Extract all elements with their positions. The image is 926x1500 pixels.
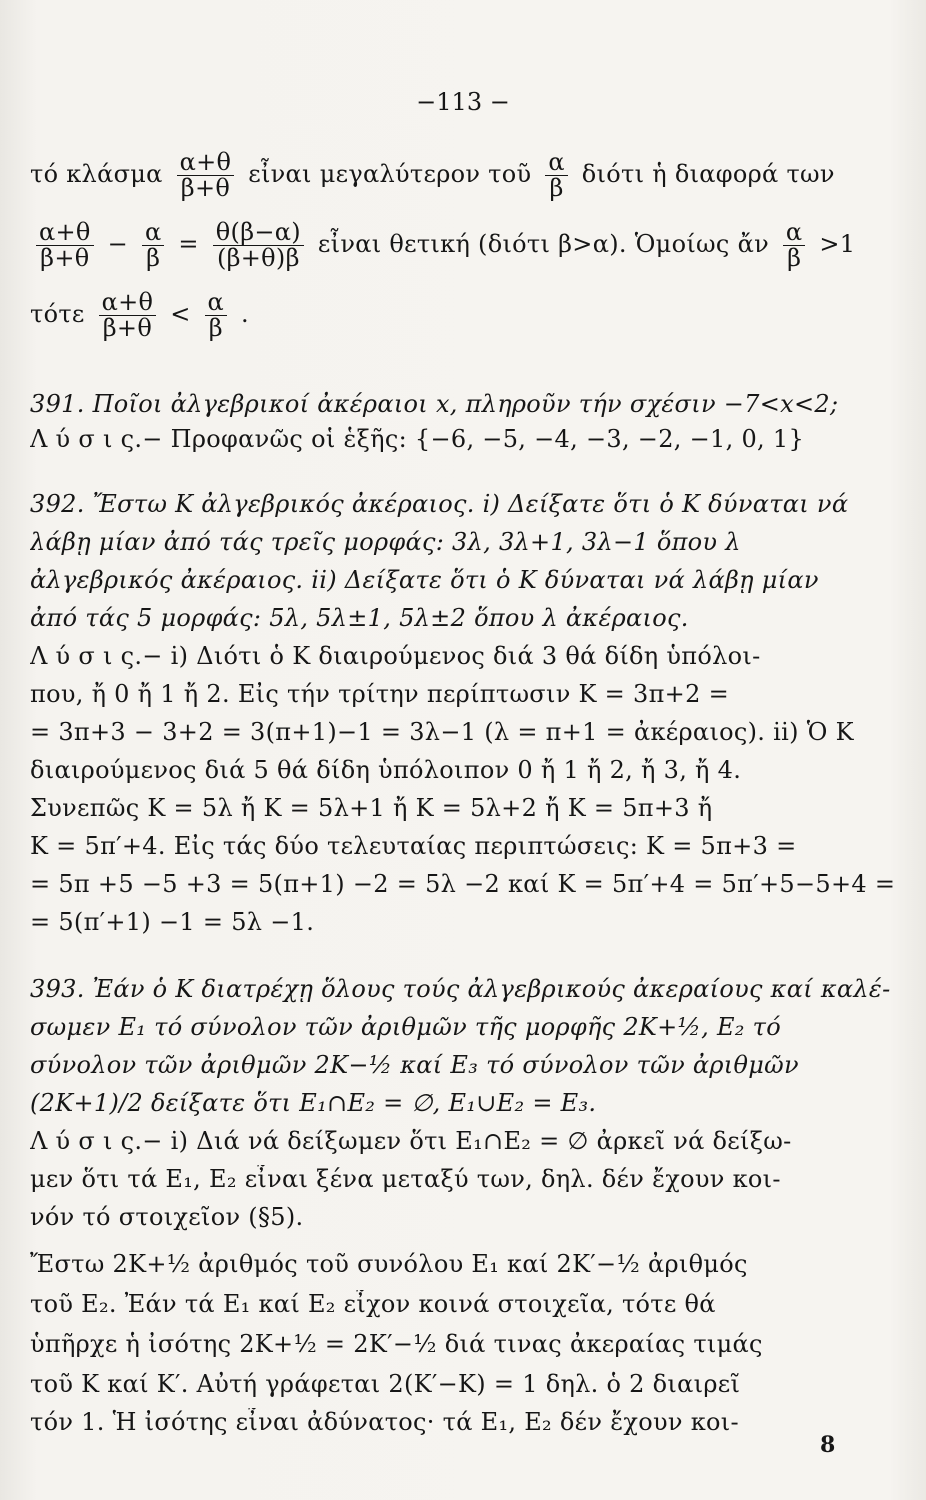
numerator: α [783, 220, 806, 246]
p392-line-2: λάβῃ μίαν ἀπό τάς τρεῖς μορφάς: 3λ, 3λ+1, 3λ−1 ὅπου λ [30, 528, 741, 556]
text: εἶναι θετική (διότι β>α). Ὁμοίως ἄν [317, 230, 769, 259]
numerator: α+θ [177, 150, 235, 176]
denominator: β [146, 244, 161, 272]
p392-line-6: που, ἤ 0 ἤ 1 ἤ 2. Εἰς τήν τρίτην περίπτωσιν K = 3π+2 = [30, 680, 729, 708]
p393-line-4: (2K+1)/2 δείξατε ὅτι E₁∩E₂ = ∅, E₁∪E₂ = E₃. [30, 1089, 597, 1117]
p393-line-2: σωμεν E₁ τό σύνολον τῶν ἀριθμῶν τῆς μορφῆς 2K+½, E₂ τό [30, 1013, 781, 1041]
p393-line-3: σύνολον τῶν ἀριθμῶν 2K−½ καί E₃ τό σύνολον τῶν ἀριθμῶν [30, 1051, 799, 1079]
text: τότε [30, 300, 85, 329]
p392-line-5: Λ ύ σ ι ς.− i) Διότι ὁ K διαιρούμενος διά 3 θά δίδη ὑπόλοι- [30, 642, 761, 670]
numerator: α+θ [36, 220, 94, 246]
operator: < [170, 300, 191, 329]
p392-line-1: 392. Ἔστω K ἀλγεβρικός ἀκέραιος. i) Δείξατε ὅτι ὁ K δύναται νά [30, 490, 849, 518]
p393-line-9: τοῦ E₂. Ἐάν τά E₁ καί E₂ εἶχον κοινά στοιχεῖα, τότε θά [30, 1290, 716, 1318]
intro-line-3 [30, 290, 896, 341]
denominator: β+θ [180, 174, 231, 202]
operator: − [107, 230, 129, 259]
p393-line-10: ὑπῆρχε ἡ ἰσότης 2K+½ = 2K′−½ διά τινας ἀκεραίας τιμάς [30, 1330, 763, 1358]
text: >1 [819, 230, 856, 259]
text: . [241, 300, 249, 329]
operator: = [178, 230, 199, 259]
fraction [142, 220, 165, 271]
denominator: β+θ [102, 314, 153, 342]
p393-line-11: τοῦ K καί K′. Αὐτή γράφεται 2(K′−K) = 1 δηλ. ὁ 2 διαιρεῖ [30, 1370, 741, 1398]
fraction [99, 290, 157, 341]
text: τό κλάσμα [30, 160, 163, 189]
p392-line-9: Συνεπῶς K = 5λ ἤ K = 5λ+1 ἤ K = 5λ+2 ἤ K = 5π+3 ἤ [30, 794, 713, 822]
numerator: α [205, 290, 228, 316]
p391-line-1: 391. Ποῖοι ἀλγεβρικοί ἀκέραιοι x, πληροῦν τήν σχέσιν −7<x<2; [30, 390, 839, 418]
numerator: α+θ [99, 290, 157, 316]
intro-line-2 [30, 220, 896, 271]
numerator: α [142, 220, 165, 246]
p393-line-8: Ἔστω 2K+½ ἀριθμός τοῦ συνόλου E₁ καί 2K′−½ ἀριθμός [30, 1250, 748, 1278]
denominator: β+θ [40, 244, 90, 272]
p393-line-5: Λ ύ σ ι ς.− i) Διά νά δείξωμεν ὅτι E₁∩E₂ = ∅ ἀρκεῖ νά δείξω- [30, 1127, 792, 1155]
fraction [36, 220, 94, 271]
numerator: α [545, 150, 568, 176]
fraction [545, 150, 568, 201]
footer-page-number: 8 [820, 1432, 836, 1458]
text: εἶναι μεγαλύτερον τοῦ [248, 160, 532, 189]
page-number: −113 − [416, 88, 510, 116]
intro-line-1 [30, 150, 896, 201]
p392-line-11: = 5π +5 −5 +3 = 5(π+1) −2 = 5λ −2 καί K = 5π′+4 = 5π′+5−5+4 = [30, 870, 896, 898]
p392-line-10: K = 5π′+4. Εἰς τάς δύο τελευταίας περιπτώσεις: K = 5π+3 = [30, 832, 797, 860]
p392-line-8: διαιρούμενος διά 5 θά δίδη ὑπόλοιπον 0 ἤ 1 ἤ 2, ἤ 3, ἤ 4. [30, 756, 742, 784]
p392-line-4: ἀπό τάς 5 μορφάς: 5λ, 5λ±1, 5λ±2 ὅπου λ ἀκέραιος. [30, 604, 689, 632]
fraction [205, 290, 228, 341]
p392-line-7: = 3π+3 − 3+2 = 3(π+1)−1 = 3λ−1 (λ = π+1 = ἀκέραιος). ii) Ὁ K [30, 718, 854, 746]
p393-line-12: τόν 1. Ἡ ἰσότης εἶναι ἀδύνατος· τά E₁, E₂ δέν ἔχουν κοι- [30, 1408, 739, 1436]
fraction [177, 150, 235, 201]
fraction [213, 220, 304, 271]
p393-line-1: 393. Ἐάν ὁ K διατρέχῃ ὅλους τούς ἀλγεβρικούς ἀκεραίους καί καλέ- [30, 975, 891, 1003]
numerator: θ(β−α) [213, 220, 304, 246]
p393-line-6: μεν ὅτι τά E₁, E₂ εἶναι ξένα μεταξύ των, δηλ. δέν ἔχουν κοι- [30, 1165, 781, 1193]
p393-line-7: νόν τό στοιχεῖον (§5). [30, 1203, 304, 1231]
p392-line-3: ἀλγεβρικός ἀκέραιος. ii) Δείξατε ὅτι ὁ K δύναται νά λάβῃ μίαν [30, 566, 819, 594]
text: διότι ἡ διαφορά των [581, 160, 835, 189]
denominator: β [549, 174, 564, 202]
denominator: β [787, 244, 802, 272]
denominator: (β+θ)β [216, 244, 300, 272]
denominator: β [208, 314, 223, 342]
p391-line-2: Λ ύ σ ι ς.− Προφανῶς οἱ ἑξῆς: {−6, −5, −4, −3, −2, −1, 0, 1} [30, 425, 805, 453]
fraction [783, 220, 806, 271]
p392-line-12: = 5(π′+1) −1 = 5λ −1. [30, 908, 315, 936]
